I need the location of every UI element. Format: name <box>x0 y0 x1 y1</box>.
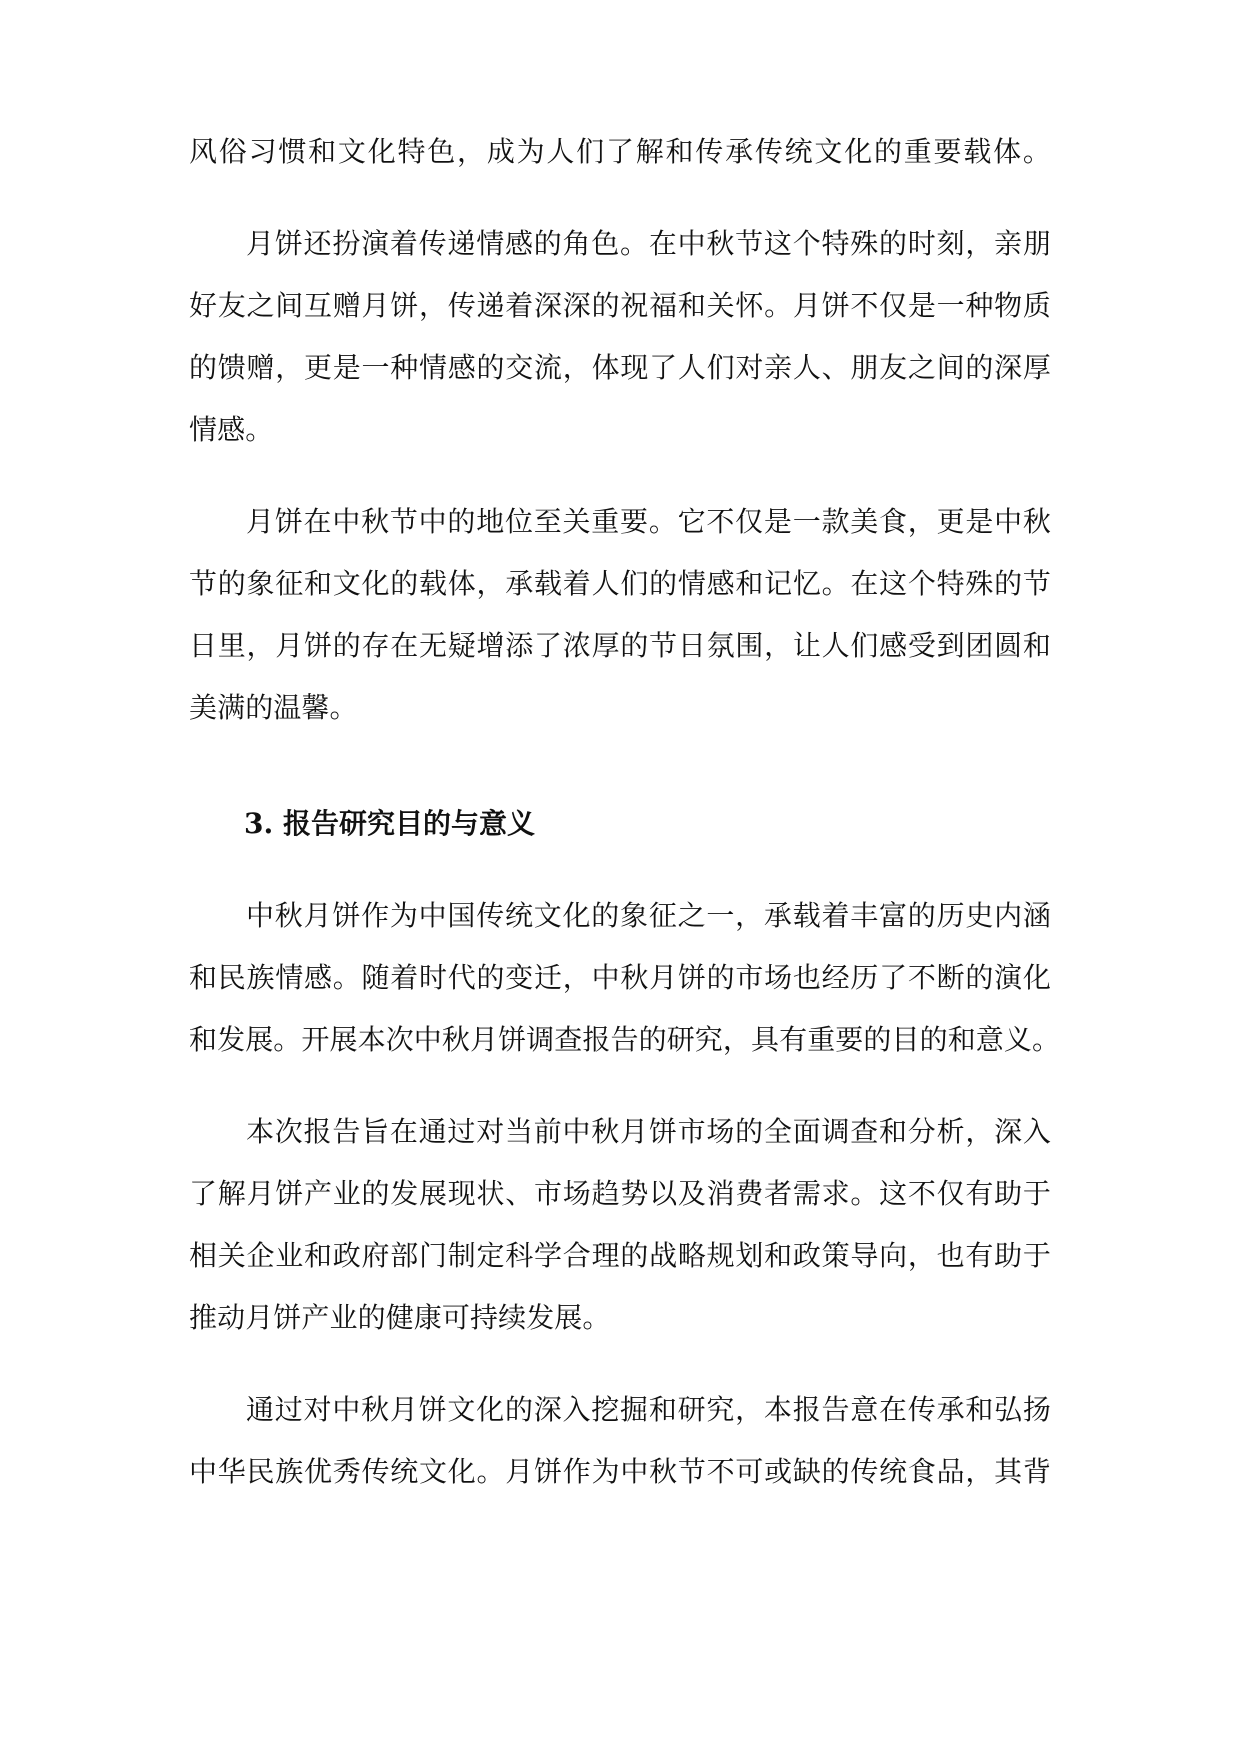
body-text-line: 月饼在中秋节中的地位至关重要。它不仅是一款美食，更是中秋 <box>246 505 1051 538</box>
body-text-line: 美满的温馨。 <box>189 691 358 724</box>
body-text-line: 推动月饼产业的健康可持续发展。 <box>189 1301 611 1334</box>
body-text-line: 日里，月饼的存在无疑增添了浓厚的节日氛围，让人们感受到团圆和 <box>189 629 1051 662</box>
body-text-line: 和民族情感。随着时代的变迁，中秋月饼的市场也经历了不断的演化 <box>189 961 1051 994</box>
body-text-line: 的馈赠，更是一种情感的交流，体现了人们对亲人、朋友之间的深厚 <box>189 351 1051 384</box>
body-text-line: 相关企业和政府部门制定科学合理的战略规划和政策导向，也有助于 <box>189 1239 1051 1272</box>
body-text-line: 情感。 <box>189 413 274 446</box>
body-text-line: 中秋月饼作为中国传统文化的象征之一，承载着丰富的历史内涵 <box>246 899 1051 932</box>
body-text-line: 好友之间互赠月饼，传递着深深的祝福和关怀。月饼不仅是一种物质 <box>189 289 1051 322</box>
body-text-line: 中华民族优秀传统文化。月饼作为中秋节不可或缺的传统食品，其背 <box>189 1455 1051 1488</box>
body-text-line: 通过对中秋月饼文化的深入挖掘和研究，本报告意在传承和弘扬 <box>246 1393 1051 1426</box>
body-text-line: 和发展。开展本次中秋月饼调查报告的研究，具有重要的目的和意义。 <box>189 1023 1061 1056</box>
body-text-line: 节的象征和文化的载体，承载着人们的情感和记忆。在这个特殊的节 <box>189 567 1051 600</box>
section-heading: 3. 报告研究目的与意义 <box>244 807 535 840</box>
body-text-line: 风俗习惯和文化特色，成为人们了解和传承传统文化的重要载体。 <box>189 135 1051 168</box>
body-text-line: 月饼还扮演着传递情感的角色。在中秋节这个特殊的时刻，亲朋 <box>246 227 1051 260</box>
body-text-line: 本次报告旨在通过对当前中秋月饼市场的全面调查和分析，深入 <box>246 1115 1051 1148</box>
body-text-line: 了解月饼产业的发展现状、市场趋势以及消费者需求。这不仅有助于 <box>189 1177 1051 1210</box>
